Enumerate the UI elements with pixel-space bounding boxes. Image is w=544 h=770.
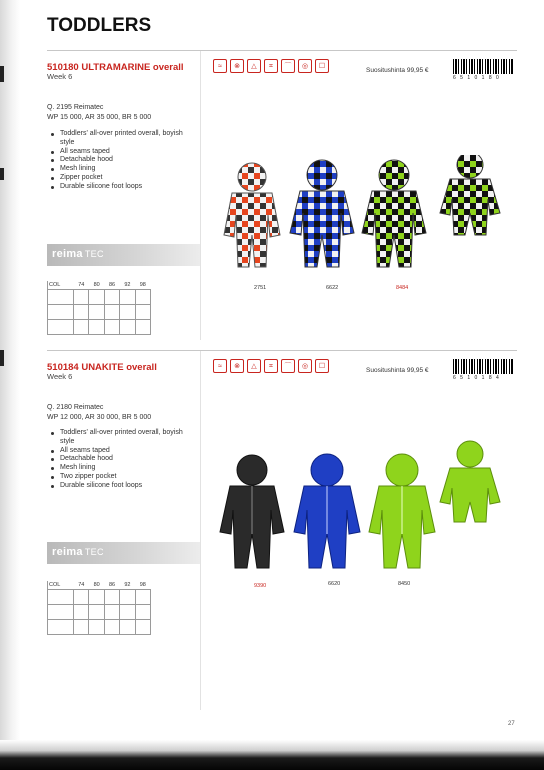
no-bleach-icon: △: [247, 59, 261, 73]
overall-lime-back: [440, 441, 500, 522]
color-code: 6622: [326, 285, 339, 291]
column-divider: [200, 50, 201, 340]
size-header-cell: 80: [89, 281, 104, 290]
care-symbols: [213, 59, 329, 73]
feature-list: [47, 429, 197, 491]
size-header-cell: 98: [135, 281, 150, 290]
page-tab-mark: [0, 350, 4, 366]
wash-30-icon: ≈: [213, 359, 227, 373]
size-header-cell: 86: [104, 581, 119, 590]
feature-item: Toddlers' all-over printed overall, boyish style: [47, 429, 197, 447]
feature-item: Toddlers' all-over printed overall, boyish style: [47, 130, 197, 148]
section-title: TODDLERS: [47, 15, 152, 36]
line-dry-icon: ☐: [315, 359, 329, 373]
size-row: [48, 605, 151, 620]
overall-blue: [294, 454, 360, 568]
fabric-ratings: WP 12 000, AR 30 000, BR 5 000: [47, 414, 152, 421]
recommended-price: Suositushinta 99,95 €: [366, 67, 429, 74]
overall-black: [220, 455, 284, 568]
scan-edge: [0, 740, 544, 770]
feature-item: Detachable hood: [47, 156, 197, 165]
brand-logo: reima TEC: [52, 248, 104, 260]
no-tumble-dry-icon: ⊗: [230, 359, 244, 373]
size-table: [47, 281, 151, 335]
barcode-bars: [453, 359, 513, 374]
color-code: 8484: [396, 285, 409, 291]
feature-item: Zipper pocket: [47, 174, 197, 183]
product-divider: [47, 350, 517, 351]
wash-30-icon: ≈: [213, 59, 227, 73]
size-header-cell: 92: [120, 581, 135, 590]
size-row: [48, 290, 151, 305]
color-code: 2751: [254, 285, 267, 291]
size-row: [48, 320, 151, 335]
recommended-price: Suositushinta 99,95 €: [366, 367, 429, 374]
size-header-cell: 80: [89, 581, 104, 590]
size-header-cell: 98: [135, 581, 150, 590]
size-header-cell: COL: [48, 581, 74, 590]
barcode-number: 6 5 1 0 1 8 0: [453, 75, 501, 81]
line-dry-icon: ☐: [315, 59, 329, 73]
color-code: 9390: [254, 583, 267, 589]
product-images: [212, 440, 512, 580]
dry-flat-icon: ⌒: [281, 59, 295, 73]
size-header-cell: 86: [104, 281, 119, 290]
no-tumble-dry-icon: ⊗: [230, 59, 244, 73]
size-header-cell: 74: [74, 281, 89, 290]
column-divider: [200, 350, 201, 710]
overall-blue: [290, 160, 354, 267]
color-code: 8450: [398, 581, 411, 587]
feature-list: [47, 130, 197, 192]
size-header-cell: 74: [74, 581, 89, 590]
product-week: Week 6: [47, 372, 73, 381]
size-header-cell: 92: [120, 281, 135, 290]
brand-logo: reima TEC: [52, 546, 104, 558]
barcode-number: 6 5 1 0 1 8 4: [453, 375, 501, 381]
care-symbols: [213, 359, 329, 373]
feature-item: All seams taped: [47, 148, 197, 157]
no-dry-clean-icon: ◎: [298, 359, 312, 373]
overall-black-lime: [362, 160, 426, 267]
feature-item: Mesh lining: [47, 165, 197, 174]
brand-banner: [47, 542, 200, 564]
page-number: 27: [508, 721, 515, 727]
product-name: 510184 UNAKITE overall: [47, 362, 157, 373]
fabric-quality: Q. 2195 Reimatec: [47, 104, 104, 111]
product-name: 510180 ULTRAMARINE overall: [47, 62, 184, 73]
overall-lime: [369, 454, 435, 568]
overall-black-lime-back: [440, 155, 500, 235]
no-bleach-icon: △: [247, 359, 261, 373]
page-tab-mark: [0, 66, 4, 82]
barcode: [453, 59, 513, 81]
feature-item: Durable silicone foot loops: [47, 183, 197, 192]
overall-white-orange: [224, 163, 280, 267]
feature-item: Two zipper pocket: [47, 473, 197, 482]
fabric-quality: Q. 2180 Reimatec: [47, 404, 104, 411]
feature-item: Mesh lining: [47, 464, 197, 473]
feature-item: Durable silicone foot loops: [47, 482, 197, 491]
size-table: [47, 581, 151, 635]
feature-item: All seams taped: [47, 447, 197, 456]
size-header-cell: COL: [48, 281, 74, 290]
no-dry-clean-icon: ◎: [298, 59, 312, 73]
no-iron-icon: ⌗: [264, 59, 278, 73]
size-row: [48, 620, 151, 635]
no-iron-icon: ⌗: [264, 359, 278, 373]
previous-page-edge: [0, 0, 20, 740]
color-code: 6620: [328, 581, 341, 587]
size-row: [48, 590, 151, 605]
product-week: Week 6: [47, 72, 73, 81]
dry-flat-icon: ⌒: [281, 359, 295, 373]
feature-item: Detachable hood: [47, 455, 197, 464]
brand-banner: [47, 244, 200, 266]
fabric-ratings: WP 15 000, AR 35 000, BR 5 000: [47, 114, 152, 121]
barcode-bars: [453, 59, 513, 74]
page-tab-mark: [0, 168, 4, 180]
product-images: [212, 155, 512, 285]
barcode: [453, 359, 513, 381]
product-divider: [47, 50, 517, 51]
size-row: [48, 305, 151, 320]
